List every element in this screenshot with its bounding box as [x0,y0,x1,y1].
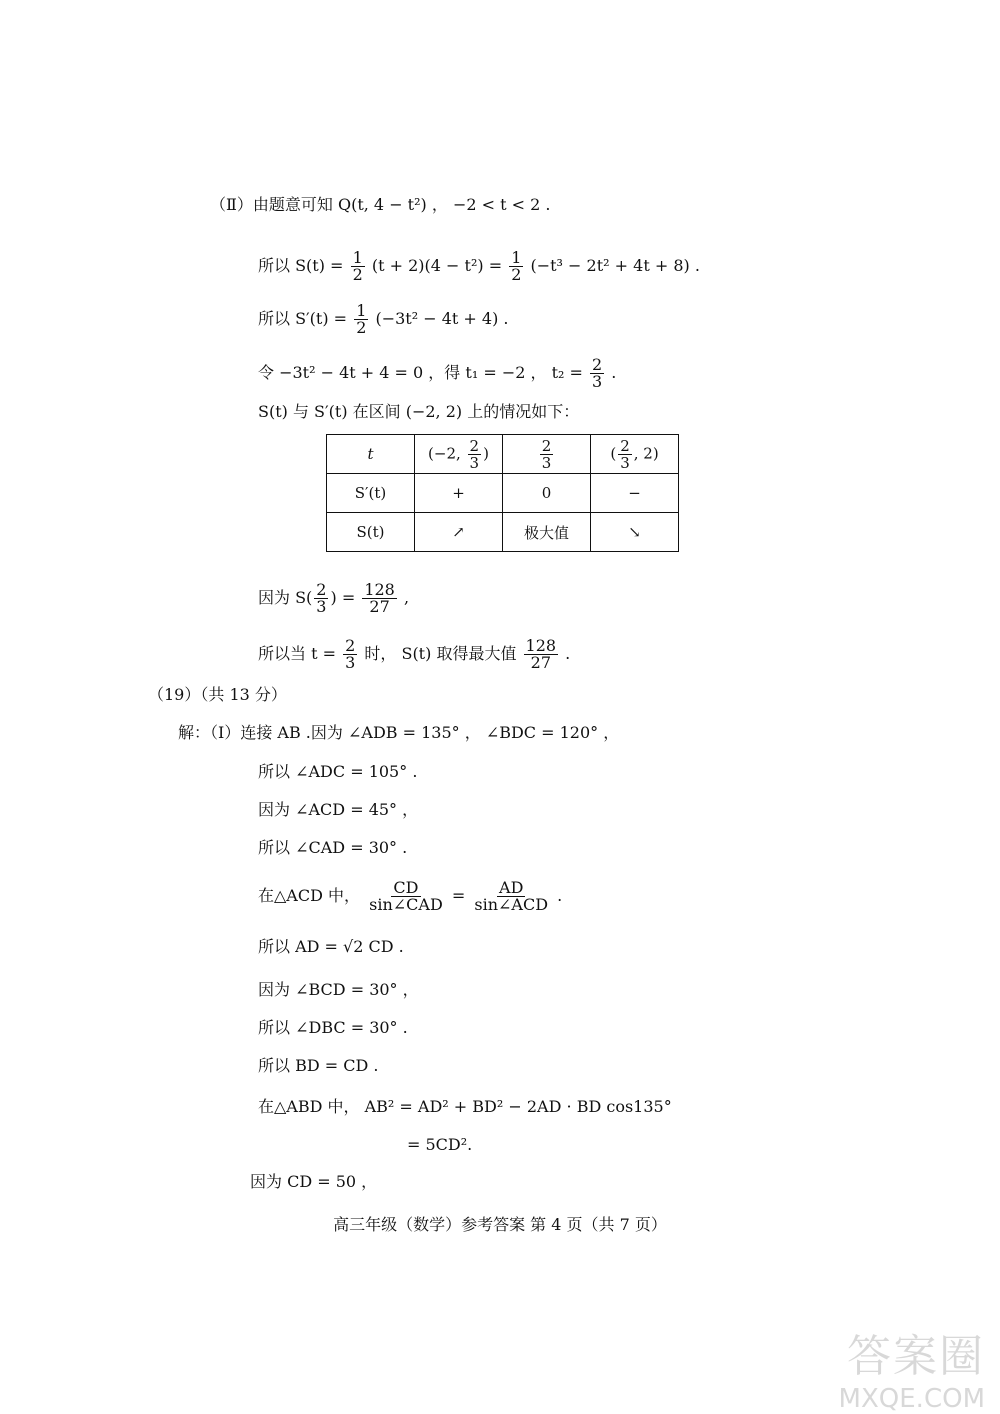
solution-line: 因为 ∠BCD = 30° ， [258,980,419,999]
sine-law-line [258,880,562,913]
table-cell: ↗ [415,513,503,552]
text: . [552,886,563,905]
table-cell: t [327,435,415,474]
text: 所以 S(t) = [258,256,344,275]
fraction: $\frac{128}{27}$ [525,636,557,672]
text: (−t³ − 2t² + 4t + 8) . [530,256,700,275]
fraction: $\frac{1}{2}$ [511,248,522,284]
text: . [560,644,571,663]
solution-line: 所以 AD = √2 CD . [258,937,404,956]
fraction: $\frac{2}{3}$ [592,355,603,391]
fraction: $\frac{CD}{\text{sin∠CAD}}$ [369,878,443,914]
table-cell: 0 [503,474,591,513]
table-row [327,435,679,474]
table-row [327,474,679,513]
table-cell: $\frac{2}{3}$ [503,435,591,474]
page-footer: 高三年级（数学）参考答案 第 4 页（共 7 页） [333,1215,667,1234]
s-def-line [258,250,700,283]
fraction: $\frac{2}{3}$ [345,636,356,672]
part-ii-line: （Ⅱ）由题意可知 Q(t, 4 − t²) ， −2 < t < 2 . [210,195,551,214]
solution-line: 所以 ∠CAD = 30° . [258,838,408,857]
cosine-law-result: = 5CD². [407,1135,473,1154]
because-line [258,582,409,615]
table-cell: 极大值 [503,513,591,552]
text: 在△ACD 中， [258,886,361,905]
table-cell: − [591,474,679,513]
table-intro-line: S(t) 与 S′(t) 在区间 (−2, 2) 上的情况如下： [258,402,580,421]
s-derivative-line [258,303,509,336]
fraction: $\frac{128}{27}$ [364,580,395,616]
table-cell: S′(t) [327,474,415,513]
text: 因为 S( [258,588,313,607]
watermark-text: 答案圈 [847,1331,985,1382]
roots-line [258,357,616,390]
watermark-url: MXQE.COM [838,1384,985,1414]
table-row [327,513,679,552]
fraction: $\frac{1}{2}$ [352,248,363,284]
text: 令 −3t² − 4t + 4 = 0 ，得 t₁ = −2 ， t₂ = [258,363,583,382]
text: . [611,363,617,382]
cosine-law-line: 在△ABD 中， AB² = AD² + BD² − 2AD · BD cos135° [258,1097,672,1116]
text: , [398,588,410,607]
fraction: $\frac{1}{2}$ [356,301,367,337]
table-cell: + [415,474,503,513]
solution-line: 解：（Ⅰ）连接 AB .因为 ∠ADB = 135° ， ∠BDC = 120° ， [178,723,620,742]
table-cell: S(t) [327,513,415,552]
text: ) = [330,588,356,607]
text: 所以当 t = [258,644,337,663]
table-cell: (−2, $\frac{2}{3}$ ) [415,435,503,474]
solution-line: 所以 BD = CD . [258,1056,379,1075]
text: 时， S(t) 取得最大值 [364,644,517,663]
solution-line: 所以 ∠DBC = 30° . [258,1018,408,1037]
question-19-header: （19）（共 13 分） [148,685,287,704]
table-cell: ↘ [591,513,679,552]
text: 所以 S′(t) = [258,309,348,328]
text: (t + 2)(4 − t²) = [371,256,503,275]
variation-table [326,434,679,552]
fraction: $\frac{2}{3}$ [316,580,327,616]
watermark-logo [839,1320,985,1414]
fraction: $\frac{AD}{\text{sin∠ACD}}$ [474,878,549,914]
solution-line: 所以 ∠ADC = 105° . [258,762,418,781]
solution-line: 因为 ∠ACD = 45° ， [258,800,419,819]
max-line [258,638,570,671]
table-cell: ( $\frac{2}{3}$ , 2) [591,435,679,474]
text: = [451,886,466,905]
solution-line: 因为 CD = 50 ， [250,1172,378,1191]
text: (−3t² − 4t + 4) . [375,309,509,328]
